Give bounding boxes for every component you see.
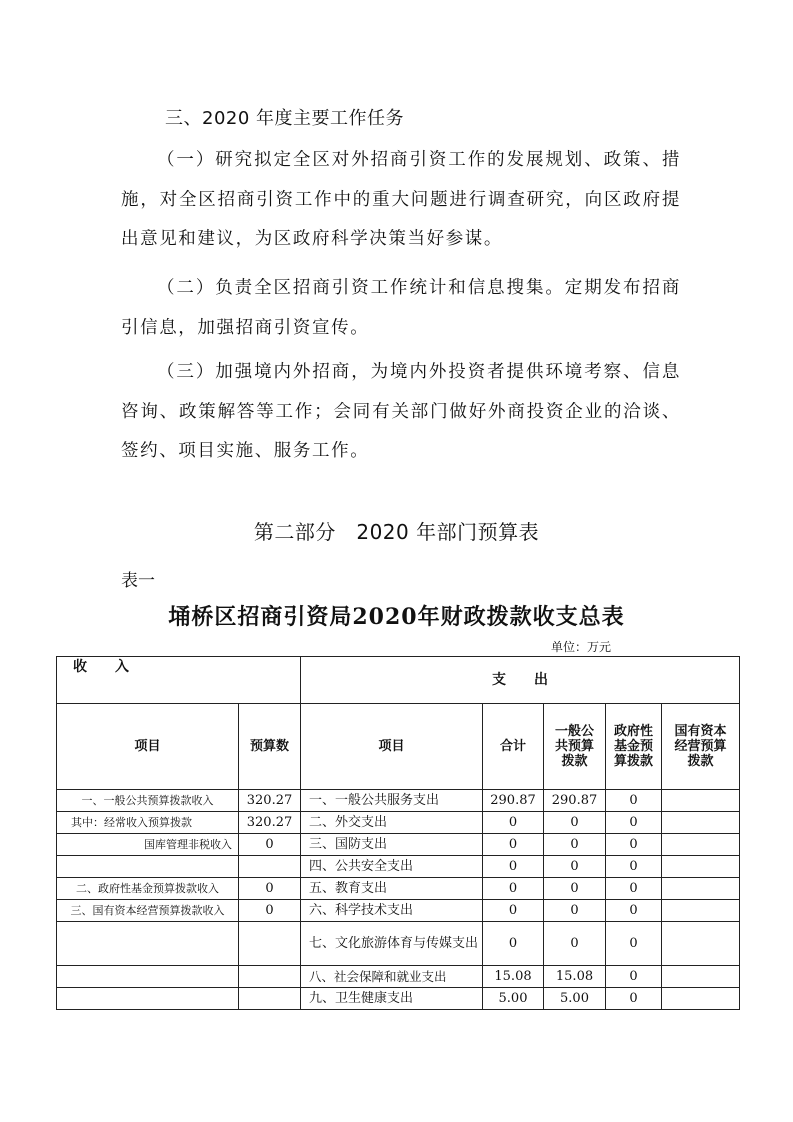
expense-total: 0 bbox=[483, 900, 544, 922]
income-item bbox=[57, 988, 239, 1010]
part-title: 第二部分 2020 年部门预算表 bbox=[253, 520, 540, 544]
expense-total: 0 bbox=[483, 878, 544, 900]
income-item: 三、国有资本经营预算拨款收入 bbox=[57, 900, 239, 922]
income-amount: 320.27 bbox=[239, 812, 301, 834]
expense-fund: 0 bbox=[606, 878, 662, 900]
table-row bbox=[57, 812, 740, 834]
table-row bbox=[57, 878, 740, 900]
table-row bbox=[57, 988, 740, 1010]
expense-state bbox=[662, 834, 740, 856]
expense-general: 15.08 bbox=[544, 966, 606, 988]
expense-total: 15.08 bbox=[483, 966, 544, 988]
expense-item: 五、教育支出 bbox=[301, 878, 483, 900]
expense-general: 0 bbox=[544, 922, 606, 966]
expense-item: 七、文化旅游体育与传媒支出 bbox=[301, 922, 483, 966]
income-item: 一、一般公共预算拨款收入 bbox=[57, 790, 239, 812]
table-row bbox=[57, 922, 740, 966]
expense-header: 支 出 bbox=[301, 657, 740, 704]
expense-total: 0 bbox=[483, 834, 544, 856]
unit-label: 单位：万元 bbox=[551, 640, 612, 654]
income-item: 国库管理非税收入 bbox=[57, 834, 239, 856]
expense-fund: 0 bbox=[606, 812, 662, 834]
expense-total: 290.87 bbox=[483, 790, 544, 812]
paragraph-task-2: （二）负责全区招商引资工作统计和信息搜集。定期发布招商引信息，加强招商引资宣传。 bbox=[121, 278, 681, 338]
column-header-fund-budget: 政府性基金预算拨款 bbox=[606, 704, 662, 790]
expense-general: 0 bbox=[544, 856, 606, 878]
expense-state bbox=[662, 878, 740, 900]
expense-state bbox=[662, 856, 740, 878]
income-header: 收 入 bbox=[57, 657, 301, 704]
expense-state bbox=[662, 812, 740, 834]
column-header-expense-item: 项目 bbox=[301, 704, 483, 790]
table-row bbox=[57, 900, 740, 922]
income-item bbox=[57, 922, 239, 966]
expense-general: 290.87 bbox=[544, 790, 606, 812]
column-header-state-capital: 国有资本经营预算拨款 bbox=[662, 704, 740, 790]
expense-fund: 0 bbox=[606, 988, 662, 1010]
income-item bbox=[57, 856, 239, 878]
expense-state bbox=[662, 900, 740, 922]
expense-general: 0 bbox=[544, 878, 606, 900]
expense-fund: 0 bbox=[606, 900, 662, 922]
expense-fund: 0 bbox=[606, 834, 662, 856]
table-row bbox=[57, 856, 740, 878]
income-item bbox=[57, 966, 239, 988]
column-header-general-budget: 一般公共预算拨款 bbox=[544, 704, 606, 790]
income-item: 其中：经常收入预算拨款 bbox=[57, 812, 239, 834]
expense-state bbox=[662, 790, 740, 812]
income-amount: 320.27 bbox=[239, 790, 301, 812]
income-amount bbox=[239, 966, 301, 988]
expense-state bbox=[662, 988, 740, 1010]
expense-general: 0 bbox=[544, 900, 606, 922]
expense-general: 0 bbox=[544, 812, 606, 834]
budget-table bbox=[56, 656, 740, 1010]
expense-item: 一、一般公共服务支出 bbox=[301, 790, 483, 812]
table-row bbox=[57, 790, 740, 812]
section-heading: 三、2020 年度主要工作任务 bbox=[165, 108, 405, 129]
paragraph-task-1: （一）研究拟定全区对外招商引资工作的发展规划、政策、措施，对全区招商引资工作中的重大问题进行调查研究，向区政府提出意见和建议，为区政府科学决策当好参谋。 bbox=[121, 150, 681, 249]
table-title: 埇桥区招商引资局2020年财政拨款收支总表 bbox=[168, 604, 625, 630]
column-header-total: 合计 bbox=[483, 704, 544, 790]
table-row bbox=[57, 966, 740, 988]
expense-total: 5.00 bbox=[483, 988, 544, 1010]
income-amount bbox=[239, 922, 301, 966]
table-label: 表一 bbox=[121, 571, 155, 591]
expense-item: 九、卫生健康支出 bbox=[301, 988, 483, 1010]
expense-total: 0 bbox=[483, 922, 544, 966]
expense-item: 四、公共安全支出 bbox=[301, 856, 483, 878]
income-item: 二、政府性基金预算拨款收入 bbox=[57, 878, 239, 900]
expense-state bbox=[662, 922, 740, 966]
income-amount bbox=[239, 988, 301, 1010]
expense-item: 二、外交支出 bbox=[301, 812, 483, 834]
expense-total: 0 bbox=[483, 856, 544, 878]
table-header-row bbox=[57, 657, 740, 704]
income-amount bbox=[239, 856, 301, 878]
table-row bbox=[57, 834, 740, 856]
income-amount: 0 bbox=[239, 900, 301, 922]
income-amount: 0 bbox=[239, 878, 301, 900]
expense-general: 0 bbox=[544, 834, 606, 856]
expense-general: 5.00 bbox=[544, 988, 606, 1010]
expense-item: 六、科学技术支出 bbox=[301, 900, 483, 922]
expense-fund: 0 bbox=[606, 922, 662, 966]
expense-fund: 0 bbox=[606, 856, 662, 878]
expense-fund: 0 bbox=[606, 790, 662, 812]
column-header-income-amount: 预算数 bbox=[239, 704, 301, 790]
expense-item: 三、国防支出 bbox=[301, 834, 483, 856]
expense-total: 0 bbox=[483, 812, 544, 834]
paragraph-task-3: （三）加强境内外招商，为境内外投资者提供环境考察、信息咨询、政策解答等工作；会同有关部门做好外商投资企业的洽谈、签约、项目实施、服务工作。 bbox=[121, 362, 681, 461]
column-header-income-item: 项目 bbox=[57, 704, 239, 790]
column-header-row bbox=[57, 704, 740, 790]
income-amount: 0 bbox=[239, 834, 301, 856]
expense-state bbox=[662, 966, 740, 988]
expense-item: 八、社会保障和就业支出 bbox=[301, 966, 483, 988]
expense-fund: 0 bbox=[606, 966, 662, 988]
